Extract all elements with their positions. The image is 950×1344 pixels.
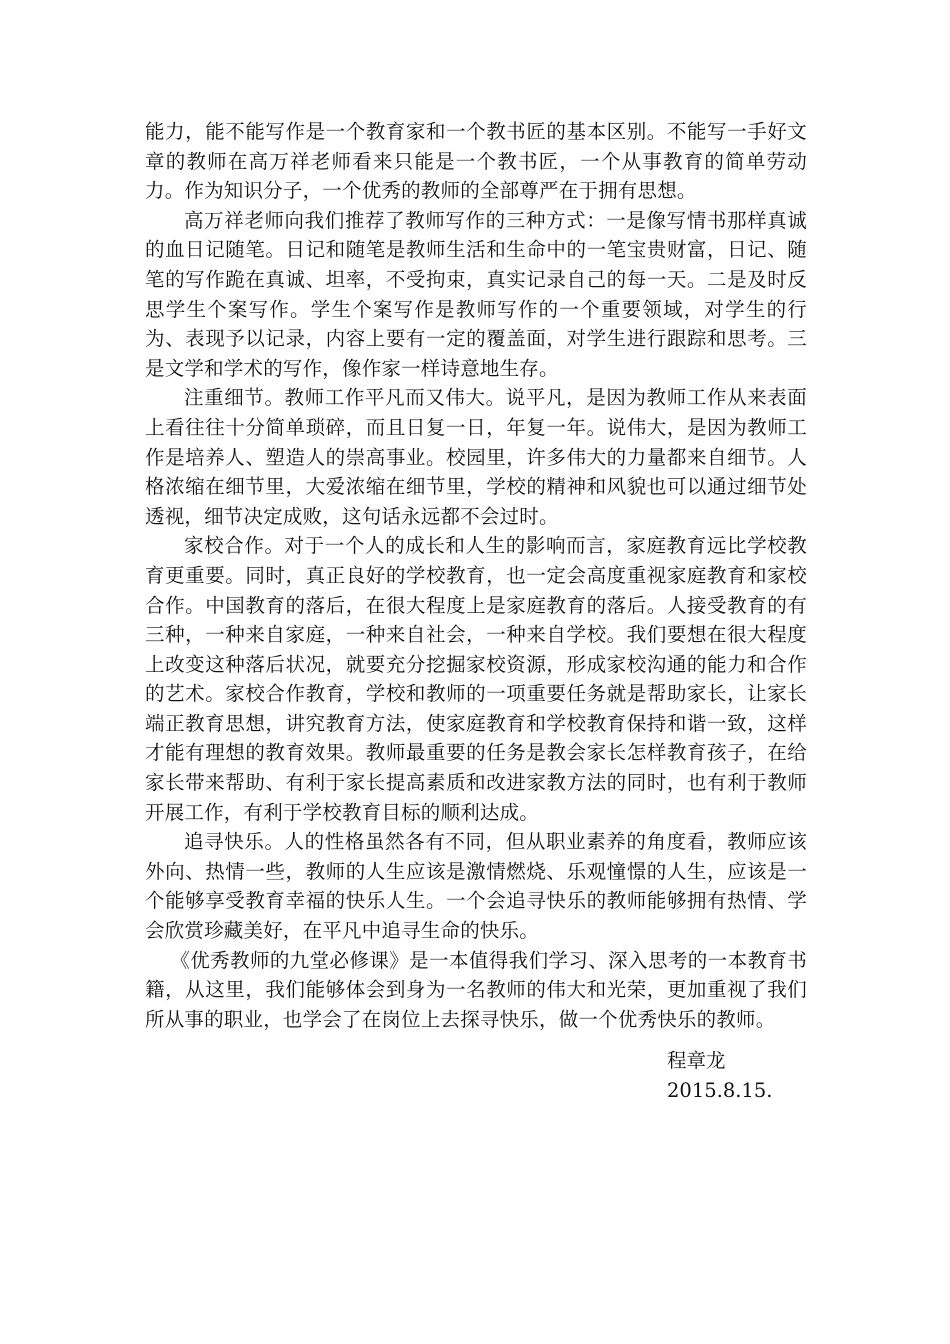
paragraph-happiness: 追寻快乐。人的性格虽然各有不同，但从职业素养的角度看，教师应该外向、热情一些，教师的人生应该是激情燃烧、乐观憧憬的人生，应该是一个能够享受教育幸福的快乐人生。一个会追寻快乐的教师能够拥有热情、学会欣赏珍藏美好，在平凡中追寻生命的快乐。	[145, 830, 807, 943]
document-body	[145, 117, 807, 1034]
paragraph-writing-ability: 能力，能不能写作是一个教育家和一个教书匠的基本区别。不能写一手好文章的教师在高万祥老师看来只能是一个教书匠，一个从事教育的简单劳动力。作为知识分子，一个优秀的教师的全部尊严在于拥有思想。	[145, 120, 807, 203]
paragraph-details: 注重细节。教师工作平凡而又伟大。说平凡，是因为教师工作从来表面上看往往十分简单琐碎，而且日复一日，年复一年。说伟大，是因为教师工作是培养人、塑造人的崇高事业。校园里，许多伟大的力量都来自细节。人格浓缩在细节里，大爱浓缩在细节里，学校的精神和风貌也可以通过细节处透视，细节决定成败，这句话永远都不会过时。	[145, 386, 807, 528]
paragraph-home-school: 家校合作。对于一个人的成长和人生的影响而言，家庭教育远比学校教育更重要。同时，真正良好的学校教育，也一定会高度重视家庭教育和家校合作。中国教育的落后，在很大程度上是家庭教育的落后。人接受教育的有三种，一种来自家庭，一种来自社会，一种来自学校。我们要想在很大程度上改变这种落后状况，就要充分挖掘家校资源，形成家校沟通的能力和合作的艺术。家校合作教育，学校和教师的一项重要任务就是帮助家长，让家长端正教育思想，讲究教育方法，使家庭教育和学校教育保持和谐一致，这样才能有理想的教育效果。教师最重要的任务是教会家长怎样教育孩子，在给家长带来帮助、有利于家长提高素质和改进家教方法的同时，也有利于教师开展工作，有利于学校教育目标的顺利达成。	[145, 534, 807, 824]
signature-block	[667, 1046, 772, 1105]
paragraph-conclusion: 《优秀教师的九堂必修课》是一本值得我们学习、深入思考的一本教育书籍，从这里，我们能够体会到身为一名教师的伟大和光荣，更加重视了我们所从事的职业，也学会了在岗位上去探寻快乐，做一个优秀快乐的教师。	[145, 948, 807, 1031]
paragraph-writing-methods: 高万祥老师向我们推荐了教师写作的三种方式：一是像写情书那样真诚的血日记随笔。日记和随笔是教师生活和生命中的一笔宝贵财富，日记、随笔的写作跪在真诚、坦率，不受拘束，真实记录自己的每一天。二是及时反思学生个案写作。学生个案写作是教师写作的一个重要领域，对学生的行为、表现予以记录，内容上要有一定的覆盖面，对学生进行跟踪和思考。三是文学和学术的写作，像作家一样诗意地生存。	[145, 208, 807, 380]
signature-date: 2015.8.15.	[667, 1078, 773, 1102]
author-name: 程章龙	[667, 1049, 726, 1072]
